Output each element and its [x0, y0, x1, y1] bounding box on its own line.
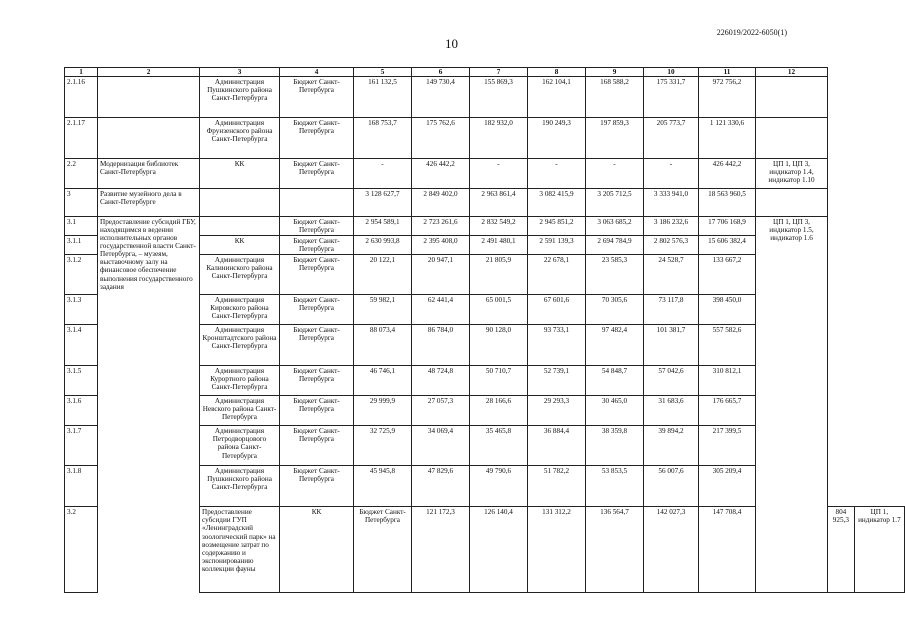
row-source	[280, 189, 354, 217]
row-executor: КК	[280, 507, 354, 593]
cell-total: 18 563 960,5	[699, 189, 756, 217]
cell-value: 161 132,5	[354, 77, 412, 118]
column-header: 12	[756, 68, 828, 77]
cell-total: 310 812,1	[699, 366, 756, 396]
column-header: 1	[65, 68, 98, 77]
cell-value: -	[644, 159, 699, 189]
column-header: 5	[354, 68, 412, 77]
cell-value: 70 305,6	[586, 295, 644, 325]
row-source: Бюджет Санкт-Петербурга	[280, 236, 354, 255]
cell-value: 182 932,0	[470, 118, 528, 159]
cell-value: 2 630 993,8	[354, 236, 412, 255]
cell-total: 1 121 330,6	[699, 118, 756, 159]
row-executor: Администрация Пушкинского района Санкт-Петербурга	[200, 77, 280, 118]
cell-value: 45 945,8	[354, 466, 412, 507]
row-source: Бюджет Санкт-Петербурга	[280, 217, 354, 236]
cell-value: 31 683,6	[644, 396, 699, 426]
cell-value: 23 585,3	[586, 255, 644, 295]
row-executor: КК	[200, 236, 280, 255]
document-number: 226019/2022-6050(1)	[716, 28, 787, 37]
cell-total: 557 582,6	[699, 325, 756, 366]
cell-value: 3 205 712,5	[586, 189, 644, 217]
cell-value: 3 333 941,0	[644, 189, 699, 217]
row-executor: Администрация Калининского района Санкт-Петербурга	[200, 255, 280, 295]
table-row	[65, 159, 905, 189]
group-indicators: ЦП 1, ЦП 3, индикатор 1.5, индикатор 1.6	[756, 217, 828, 593]
row-executor	[200, 189, 280, 217]
row-executor: Администрация Курортного района Санкт-Петербурга	[200, 366, 280, 396]
table-row	[65, 118, 905, 159]
cell-value: 62 441,4	[412, 295, 470, 325]
cell-value: 53 853,5	[586, 466, 644, 507]
cell-value: 205 773,7	[644, 118, 699, 159]
row-executor: Администрация Петродворцового района Санкт-Петербурга	[200, 426, 280, 466]
cell-value: 197 859,3	[586, 118, 644, 159]
row-id: 2.1.17	[65, 118, 98, 159]
table-row	[65, 189, 905, 217]
cell-value: -	[354, 159, 412, 189]
cell-value: 88 073,4	[354, 325, 412, 366]
cell-value: 2 591 139,3	[528, 236, 586, 255]
cell-value: 2 723 261,6	[412, 217, 470, 236]
row-id: 3.1	[65, 217, 98, 236]
cell-value: 54 848,7	[586, 366, 644, 396]
cell-value: 30 465,0	[586, 396, 644, 426]
cell-value: 162 104,1	[528, 77, 586, 118]
cell-value: 3 128 627,7	[354, 189, 412, 217]
cell-value: 57 042,6	[644, 366, 699, 396]
cell-value: 2 945 851,2	[528, 217, 586, 236]
column-header: 9	[586, 68, 644, 77]
column-header: 4	[280, 68, 354, 77]
cell-value: 142 027,3	[644, 507, 699, 593]
cell-value: 3 186 232,6	[644, 217, 699, 236]
row-id: 3.1.4	[65, 325, 98, 366]
cell-value: 48 724,8	[412, 366, 470, 396]
row-executor: Администрация Фрунзенского района Санкт-Петербурга	[200, 118, 280, 159]
page-number: 10	[445, 36, 458, 51]
row-id: 2.1.16	[65, 77, 98, 118]
cell-value: 3 082 415,9	[528, 189, 586, 217]
row-id: 3.1.1	[65, 236, 98, 255]
row-indicators	[756, 77, 828, 118]
cell-value: 35 465,8	[470, 426, 528, 466]
cell-value: 29 999,9	[354, 396, 412, 426]
cell-value: 168 588,2	[586, 77, 644, 118]
row-executor: Администрация Кировского района Санкт-Петербурга	[200, 295, 280, 325]
cell-value: 147 708,4	[699, 507, 756, 593]
cell-value: 2 832 549,2	[470, 217, 528, 236]
row-source: Бюджет Санкт-Петербурга	[280, 426, 354, 466]
cell-value: -	[586, 159, 644, 189]
row-id: 3.1.6	[65, 396, 98, 426]
cell-value: 190 249,3	[528, 118, 586, 159]
cell-value: -	[528, 159, 586, 189]
cell-value: 67 601,6	[528, 295, 586, 325]
column-header: 7	[470, 68, 528, 77]
row-source: Бюджет Санкт-Петербурга	[280, 77, 354, 118]
cell-value: 136 564,7	[586, 507, 644, 593]
row-indicators: ЦП 1, индикатор 1.7	[854, 507, 904, 593]
cell-value: 149 730,4	[412, 77, 470, 118]
cell-value: 2 491 480,1	[470, 236, 528, 255]
row-source: Бюджет Санкт-Петербурга	[280, 118, 354, 159]
row-source: Бюджет Санкт-Петербурга	[280, 396, 354, 426]
row-name	[98, 77, 200, 118]
cell-value: 2 694 784,9	[586, 236, 644, 255]
cell-value: 2 849 402,0	[412, 189, 470, 217]
cell-value: 29 293,3	[528, 396, 586, 426]
row-source: Бюджет Санкт-Петербурга	[280, 255, 354, 295]
table-row	[65, 77, 905, 118]
cell-value: 27 057,3	[412, 396, 470, 426]
cell-total: 426 442,2	[699, 159, 756, 189]
row-id: 2.2	[65, 159, 98, 189]
cell-value: 2 954 589,1	[354, 217, 412, 236]
cell-value: 131 312,2	[528, 507, 586, 593]
cell-value: -	[470, 159, 528, 189]
row-indicators	[756, 189, 828, 217]
cell-value: 32 725,9	[354, 426, 412, 466]
cell-value: 175 762,6	[412, 118, 470, 159]
cell-value: 121 172,3	[412, 507, 470, 593]
row-source: Бюджет Санкт-Петербурга	[280, 466, 354, 507]
cell-value: 38 359,8	[586, 426, 644, 466]
cell-value: 20 947,1	[412, 255, 470, 295]
cell-value: 36 884,4	[528, 426, 586, 466]
column-header: 8	[528, 68, 586, 77]
row-name: Модернизация библиотек Санкт-Петербурга	[98, 159, 200, 189]
cell-value: 93 733,1	[528, 325, 586, 366]
column-header: 11	[699, 68, 756, 77]
cell-value: 20 122,1	[354, 255, 412, 295]
row-id: 3.1.3	[65, 295, 98, 325]
cell-value: 59 982,1	[354, 295, 412, 325]
cell-value: 168 753,7	[354, 118, 412, 159]
row-name: Предоставление субсидии ГУП «Ленинградский зоологический парк» на возмещение затрат по содержанию и экспонированию коллекции фауны	[200, 507, 280, 593]
group-name: Предоставление субсидий ГБУ, находящимся в ведении исполнительных органов государственной власти Санкт-Петербурга, – музеям, выставочному залу на финансовое обеспечение выполнения государственного задания	[98, 217, 200, 593]
cell-value: 97 482,4	[586, 325, 644, 366]
program-budget-table	[64, 67, 905, 593]
cell-value: 28 166,6	[470, 396, 528, 426]
row-executor: Администрация Пушкинского района Санкт-Петербурга	[200, 466, 280, 507]
row-id: 3.1.7	[65, 426, 98, 466]
cell-total: 17 706 168,9	[699, 217, 756, 236]
cell-value: 155 869,3	[470, 77, 528, 118]
row-indicators: ЦП 1, ЦП 3, индикатор 1.4, индикатор 1.10	[756, 159, 828, 189]
cell-value: 46 746,1	[354, 366, 412, 396]
cell-value: 86 784,0	[412, 325, 470, 366]
cell-value: 2 963 861,4	[470, 189, 528, 217]
header-row	[65, 68, 905, 77]
cell-value: 21 805,9	[470, 255, 528, 295]
row-executor: КК	[200, 159, 280, 189]
cell-total: 15 606 382,4	[699, 236, 756, 255]
row-executor	[200, 217, 280, 236]
cell-value: 2 802 576,3	[644, 236, 699, 255]
column-header: 6	[412, 68, 470, 77]
row-id: 3.1.2	[65, 255, 98, 295]
column-header: 3	[200, 68, 280, 77]
cell-value: 90 128,0	[470, 325, 528, 366]
row-indicators	[756, 118, 828, 159]
cell-value: 49 790,6	[470, 466, 528, 507]
cell-value: 3 063 685,2	[586, 217, 644, 236]
cell-value: 24 528,7	[644, 255, 699, 295]
row-name: Развитие музейного дела в Санкт-Петербурге	[98, 189, 200, 217]
column-header: 2	[98, 68, 200, 77]
cell-value: 101 381,7	[644, 325, 699, 366]
row-executor: Администрация Кронштадтского района Санкт-Петербурга	[200, 325, 280, 366]
cell-value: 39 894,2	[644, 426, 699, 466]
cell-value: 47 829,6	[412, 466, 470, 507]
row-id: 3.2	[65, 507, 98, 593]
cell-value: 50 710,7	[470, 366, 528, 396]
row-id: 3	[65, 189, 98, 217]
cell-value: 2 395 408,0	[412, 236, 470, 255]
cell-total: 176 665,7	[699, 396, 756, 426]
table-row	[65, 217, 905, 236]
row-source: Бюджет Санкт-Петербурга	[280, 295, 354, 325]
row-source: Бюджет Санкт-Петербурга	[354, 507, 412, 593]
row-id: 3.1.5	[65, 366, 98, 396]
cell-value: 175 331,7	[644, 77, 699, 118]
cell-value: 126 140,4	[470, 507, 528, 593]
cell-total: 398 450,0	[699, 295, 756, 325]
cell-total: 305 209,4	[699, 466, 756, 507]
cell-total: 804 925,3	[828, 507, 855, 593]
cell-value: 56 007,6	[644, 466, 699, 507]
row-id: 3.1.8	[65, 466, 98, 507]
row-source: Бюджет Санкт-Петербурга	[280, 159, 354, 189]
row-executor: Администрация Невского района Санкт-Петербурга	[200, 396, 280, 426]
cell-value: 73 117,8	[644, 295, 699, 325]
cell-total: 972 756,2	[699, 77, 756, 118]
cell-value: 34 069,4	[412, 426, 470, 466]
cell-total: 217 399,5	[699, 426, 756, 466]
row-source: Бюджет Санкт-Петербурга	[280, 325, 354, 366]
cell-value: 52 739,1	[528, 366, 586, 396]
cell-value: 426 442,2	[412, 159, 470, 189]
cell-value: 51 782,2	[528, 466, 586, 507]
cell-total: 133 667,2	[699, 255, 756, 295]
column-header: 10	[644, 68, 699, 77]
cell-value: 65 001,5	[470, 295, 528, 325]
row-source: Бюджет Санкт-Петербурга	[280, 366, 354, 396]
cell-value: 22 678,1	[528, 255, 586, 295]
row-name	[98, 118, 200, 159]
